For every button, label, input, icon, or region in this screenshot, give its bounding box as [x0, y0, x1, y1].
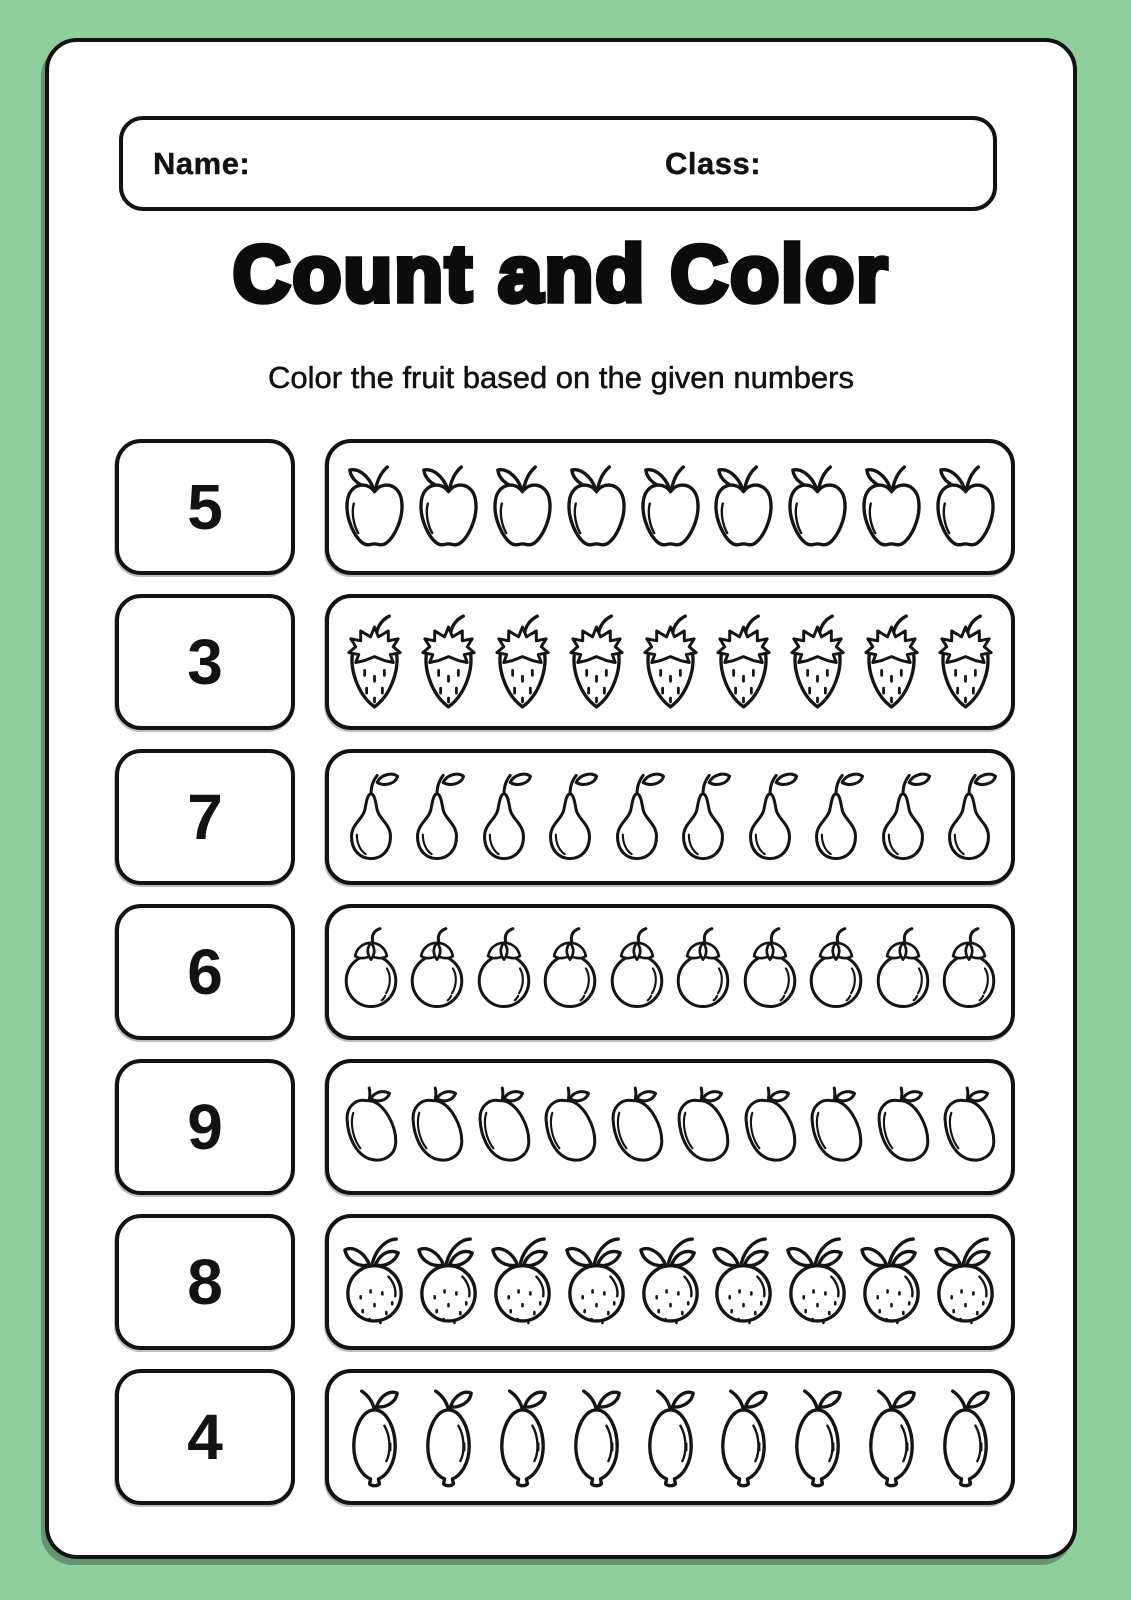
- fruit-box: [325, 1369, 1015, 1505]
- worksheet-subtitle: Color the fruit based on the given numbers: [268, 360, 854, 395]
- orange-icon[interactable]: [635, 1231, 706, 1334]
- apple-icon[interactable]: [856, 456, 927, 559]
- strawberry-icon[interactable]: [930, 611, 1001, 714]
- count-row: [115, 439, 1019, 575]
- orange-icon[interactable]: [930, 1231, 1001, 1334]
- worksheet-page: [45, 38, 1077, 1559]
- mangosteen-icon[interactable]: [538, 926, 602, 1018]
- strawberry-icon[interactable]: [487, 611, 558, 714]
- apple-icon[interactable]: [413, 456, 484, 559]
- mangosteen-icon[interactable]: [804, 926, 868, 1018]
- strawberry-icon[interactable]: [782, 611, 853, 714]
- pear-icon[interactable]: [738, 771, 802, 863]
- number-box: [115, 749, 295, 885]
- pear-icon[interactable]: [937, 771, 1001, 863]
- mangosteen-icon[interactable]: [738, 926, 802, 1018]
- fruit-box: [325, 749, 1015, 885]
- fruit-box: [325, 1059, 1015, 1195]
- mango-icon[interactable]: [605, 1081, 669, 1173]
- name-class-box: [119, 116, 997, 211]
- apple-icon[interactable]: [635, 456, 706, 559]
- mango-icon[interactable]: [871, 1081, 935, 1173]
- number-box: [115, 594, 295, 730]
- orange-icon[interactable]: [856, 1231, 927, 1334]
- lemon-icon[interactable]: [856, 1386, 927, 1489]
- lemon-icon[interactable]: [339, 1386, 410, 1489]
- lemon-icon[interactable]: [782, 1386, 853, 1489]
- number-label: 4: [187, 1401, 223, 1473]
- lemon-icon[interactable]: [487, 1386, 558, 1489]
- mangosteen-icon[interactable]: [405, 926, 469, 1018]
- count-row: [115, 594, 1019, 730]
- count-row: [115, 1369, 1019, 1505]
- mangosteen-icon[interactable]: [937, 926, 1001, 1018]
- lemon-icon[interactable]: [413, 1386, 484, 1489]
- orange-icon[interactable]: [708, 1231, 779, 1334]
- count-row: [115, 1214, 1019, 1350]
- mango-icon[interactable]: [804, 1081, 868, 1173]
- pear-icon[interactable]: [339, 771, 403, 863]
- strawberry-icon[interactable]: [561, 611, 632, 714]
- rows-container: [115, 439, 1019, 1524]
- number-label: 9: [187, 1091, 223, 1163]
- apple-icon[interactable]: [930, 456, 1001, 559]
- number-label: 7: [187, 781, 223, 853]
- number-box: [115, 904, 295, 1040]
- fruit-box: [325, 439, 1015, 575]
- number-box: [115, 439, 295, 575]
- pear-icon[interactable]: [538, 771, 602, 863]
- orange-icon[interactable]: [339, 1231, 410, 1334]
- number-label: 5: [187, 471, 223, 543]
- pear-icon[interactable]: [871, 771, 935, 863]
- number-box: [115, 1214, 295, 1350]
- pear-icon[interactable]: [605, 771, 669, 863]
- name-input-area[interactable]: [253, 137, 633, 189]
- apple-icon[interactable]: [561, 456, 632, 559]
- strawberry-icon[interactable]: [635, 611, 706, 714]
- strawberry-icon[interactable]: [339, 611, 410, 714]
- fruit-box: [325, 594, 1015, 730]
- mangosteen-icon[interactable]: [671, 926, 735, 1018]
- apple-icon[interactable]: [708, 456, 779, 559]
- strawberry-icon[interactable]: [708, 611, 779, 714]
- fruit-box: [325, 904, 1015, 1040]
- number-box: [115, 1369, 295, 1505]
- apple-icon[interactable]: [782, 456, 853, 559]
- number-label: 6: [187, 936, 223, 1008]
- pear-icon[interactable]: [671, 771, 735, 863]
- count-row: [115, 1059, 1019, 1195]
- count-row: [115, 749, 1019, 885]
- pear-icon[interactable]: [804, 771, 868, 863]
- mango-icon[interactable]: [738, 1081, 802, 1173]
- mango-icon[interactable]: [405, 1081, 469, 1173]
- lemon-icon[interactable]: [561, 1386, 632, 1489]
- mango-icon[interactable]: [472, 1081, 536, 1173]
- mangosteen-icon[interactable]: [605, 926, 669, 1018]
- mangosteen-icon[interactable]: [871, 926, 935, 1018]
- count-row: [115, 904, 1019, 1040]
- pear-icon[interactable]: [405, 771, 469, 863]
- orange-icon[interactable]: [413, 1231, 484, 1334]
- class-input-area[interactable]: [773, 137, 973, 189]
- pear-icon[interactable]: [472, 771, 536, 863]
- apple-icon[interactable]: [339, 456, 410, 559]
- worksheet-title: Count and Color: [232, 229, 890, 318]
- lemon-icon[interactable]: [635, 1386, 706, 1489]
- lemon-icon[interactable]: [708, 1386, 779, 1489]
- orange-icon[interactable]: [487, 1231, 558, 1334]
- mango-icon[interactable]: [339, 1081, 403, 1173]
- fruit-box: [325, 1214, 1015, 1350]
- orange-icon[interactable]: [561, 1231, 632, 1334]
- mango-icon[interactable]: [538, 1081, 602, 1173]
- orange-icon[interactable]: [782, 1231, 853, 1334]
- mangosteen-icon[interactable]: [472, 926, 536, 1018]
- mangosteen-icon[interactable]: [339, 926, 403, 1018]
- apple-icon[interactable]: [487, 456, 558, 559]
- lemon-icon[interactable]: [930, 1386, 1001, 1489]
- mango-icon[interactable]: [937, 1081, 1001, 1173]
- strawberry-icon[interactable]: [413, 611, 484, 714]
- class-label: Class:: [665, 145, 762, 181]
- name-label: Name:: [153, 145, 251, 181]
- strawberry-icon[interactable]: [856, 611, 927, 714]
- mango-icon[interactable]: [671, 1081, 735, 1173]
- number-label: 3: [187, 626, 223, 698]
- number-label: 8: [187, 1246, 223, 1318]
- number-box: [115, 1059, 295, 1195]
